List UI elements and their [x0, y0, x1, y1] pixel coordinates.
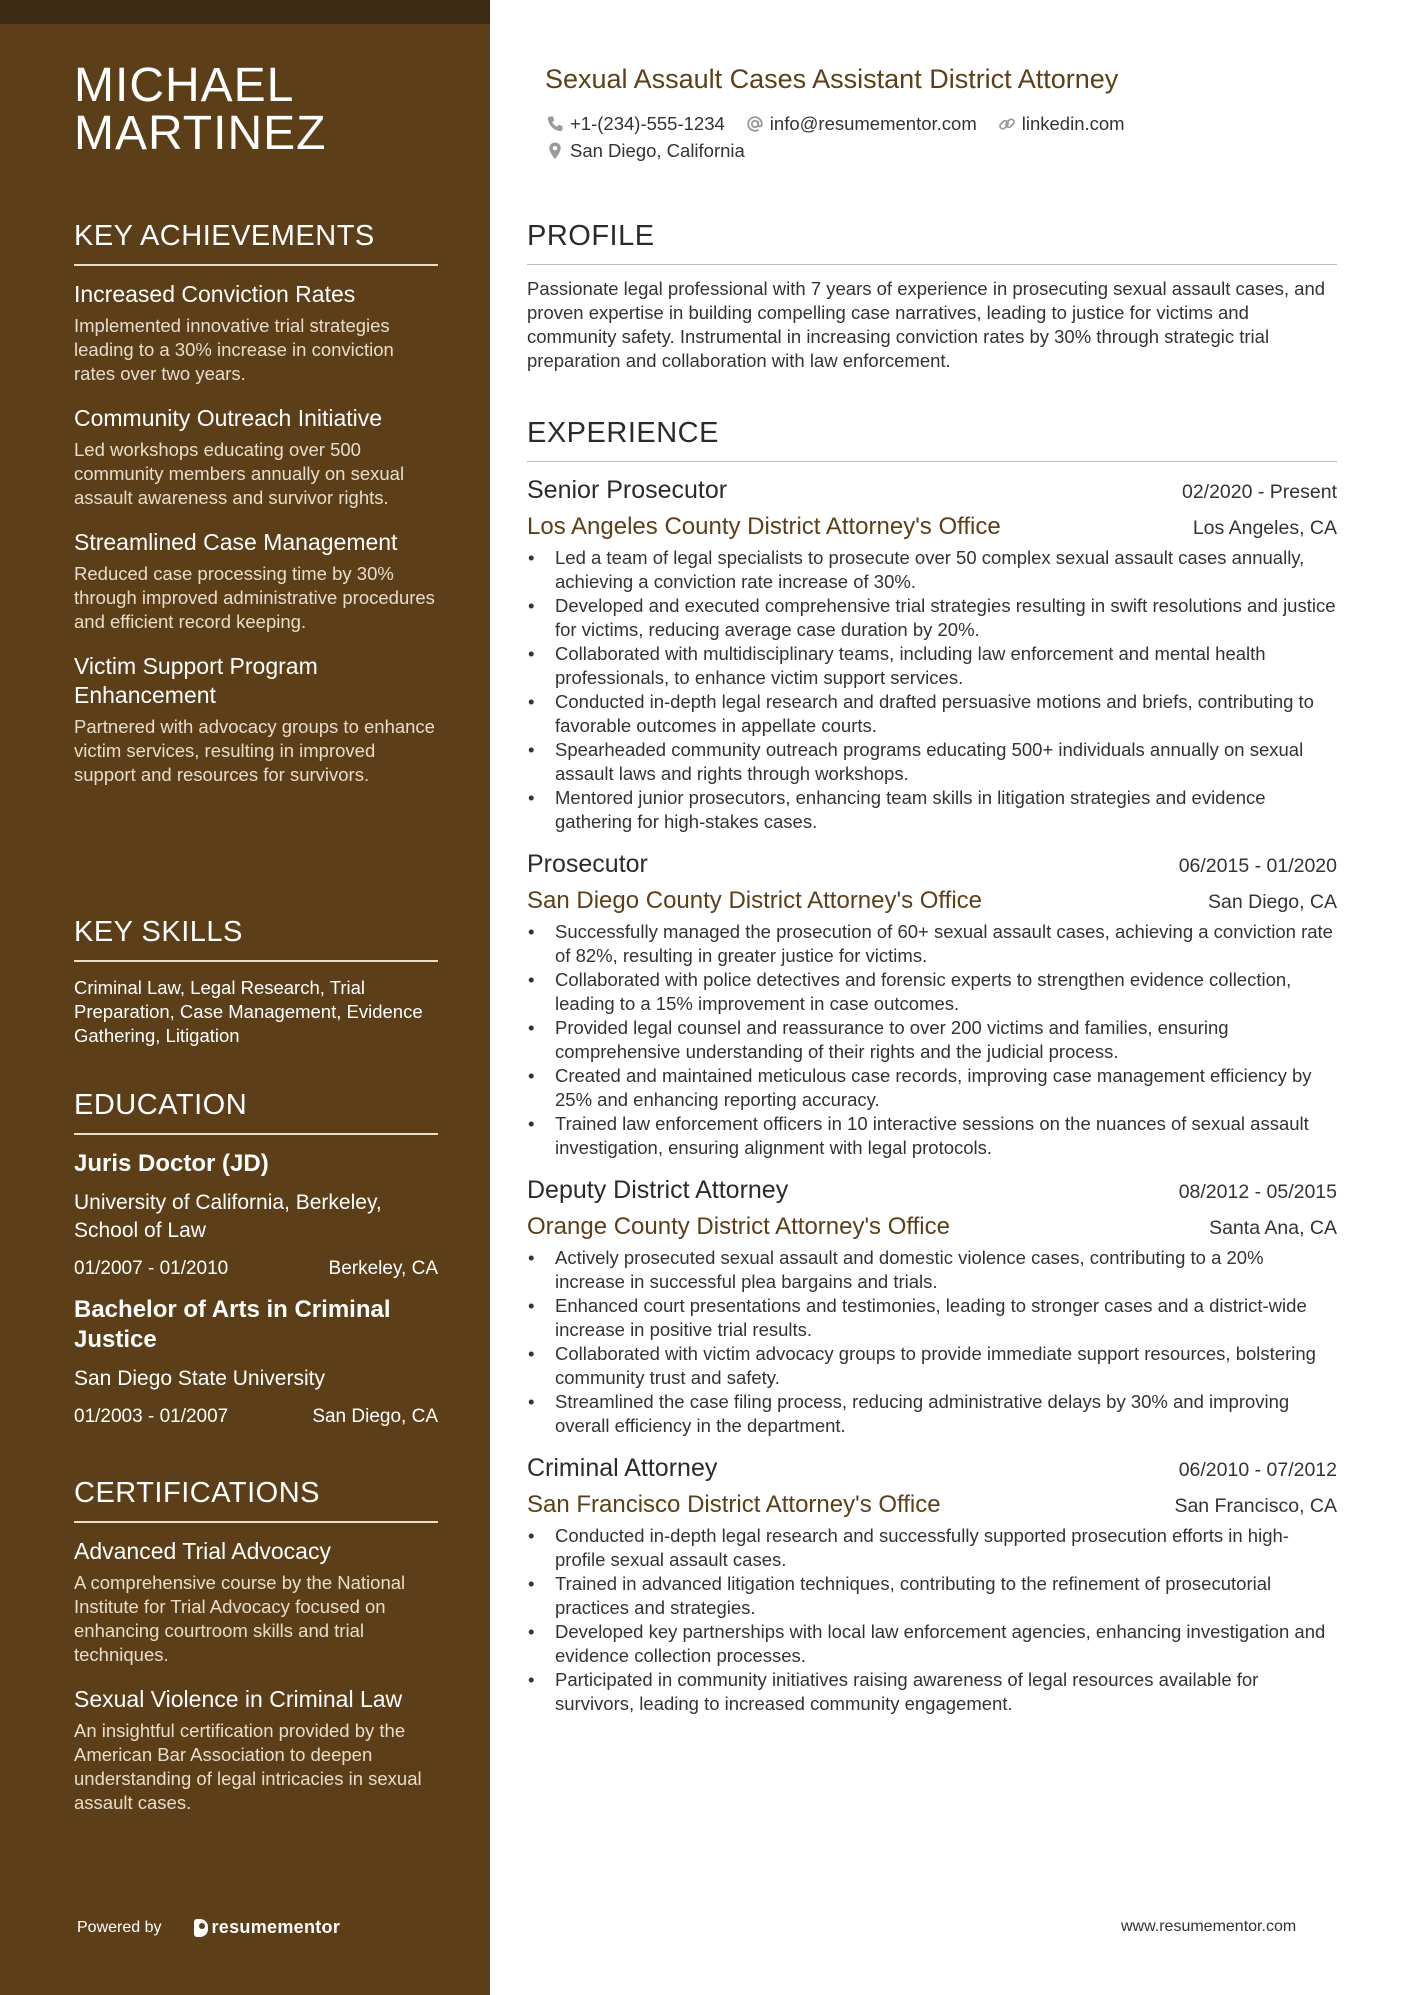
experience-heading: EXPERIENCE	[527, 415, 1337, 462]
job-bullet: • Trained law enforcement officers in 10 interactive sessions on the nuances of sexual assault investigation, ensuring alignment with legal protocols.	[527, 1112, 1337, 1160]
job-bullets	[527, 546, 1337, 834]
profile-heading: PROFILE	[527, 218, 1337, 265]
job-bullet: • Successfully managed the prosecution of 60+ sexual assault cases, achieving a conviction rate of 82%, resulting in greater justice for victims.	[527, 920, 1337, 968]
job-location: San Diego, CA	[1208, 891, 1337, 913]
job-bullet: • Conducted in-depth legal research and drafted persuasive motions and briefs, contributing to favorable outcomes in appellate courts.	[527, 690, 1337, 738]
job-bullet: • Participated in community initiatives raising awareness of legal resources available for survivors, leading to increased community engagement.	[527, 1668, 1337, 1716]
job-bullet: • Actively prosecuted sexual assault and domestic violence cases, contributing to a 20% increase in successful plea bargains and trials.	[527, 1246, 1337, 1294]
job-bullet: • Collaborated with police detectives and forensic experts to strengthen evidence collection, leading to a 15% improvement in case outcomes.	[527, 968, 1337, 1016]
job-bullet: • Streamlined the case filing process, reducing administrative delays by 30% and improving overall efficiency in the department.	[527, 1390, 1337, 1438]
achievement-desc: Partnered with advocacy groups to enhance victim services, resulting in improved support and resources for survivors.	[74, 716, 435, 785]
job-role: Deputy District Attorney	[527, 1176, 789, 1204]
certification-desc: A comprehensive course by the National Institute for Trial Advocacy focused on enhancing courtroom skills and trial techniques.	[74, 1572, 406, 1665]
powered-by-label: Powered by	[77, 1918, 162, 1936]
education-degree: Bachelor of Arts in Criminal Justice	[74, 1296, 391, 1353]
achievement-title: Increased Conviction Rates	[74, 281, 356, 307]
job-header	[527, 1452, 1337, 1484]
website-text: linkedin.com	[1021, 113, 1125, 134]
education-heading: EDUCATION	[74, 1087, 438, 1135]
achievement-item	[74, 528, 438, 634]
contact-row	[545, 113, 1145, 135]
certification-desc: An insightful certification provided by the American Bar Association to deepen understanding of legal intricacies in sexual assault cases.	[74, 1720, 422, 1813]
job-subheader	[527, 1212, 1337, 1242]
job-role: Criminal Attorney	[527, 1454, 718, 1482]
certifications-section	[74, 1475, 438, 1815]
job-subheader	[527, 1490, 1337, 1520]
job-bullet: • Trained in advanced litigation techniques, contributing to the refinement of prosecutorial practices and strategies.	[527, 1572, 1337, 1620]
education-location: Berkeley, CA	[328, 1258, 438, 1279]
education-school: University of California, Berkeley, School of Law	[74, 1191, 382, 1242]
skills-heading: KEY SKILLS	[74, 914, 438, 962]
job-header	[527, 1174, 1337, 1206]
job-bullet: • Conducted in-depth legal research and successfully supported prosecution efforts in high-profile sexual assault cases.	[527, 1524, 1337, 1572]
profile-section	[527, 218, 1337, 373]
location-pin-icon	[545, 141, 565, 161]
job-bullets	[527, 1246, 1337, 1438]
certification-item	[74, 1537, 438, 1667]
experience-section	[527, 415, 1337, 1716]
phone-text: +1-(234)-555-1234	[570, 113, 725, 134]
name-line-1: MICHAEL	[74, 59, 295, 112]
brand-logo[interactable]	[194, 1917, 341, 1938]
education-section	[74, 1087, 438, 1429]
job-dates: 08/2012 - 05/2015	[1178, 1181, 1337, 1203]
job-header	[527, 848, 1337, 880]
achievement-item	[74, 404, 438, 510]
achievements-heading: KEY ACHIEVEMENTS	[74, 218, 438, 266]
education-meta	[74, 1405, 438, 1429]
name-line-2: MARTINEZ	[74, 107, 327, 160]
job-bullet: • Enhanced court presentations and testimonies, leading to stronger cases and a district-wide increase in positive trial results.	[527, 1294, 1337, 1342]
footer-url[interactable]: www.resumementor.com	[1121, 1918, 1297, 1935]
education-dates: 01/2003 - 01/2007	[74, 1406, 229, 1427]
job-entry	[527, 1452, 1337, 1716]
job-bullets	[527, 920, 1337, 1160]
job-bullet: • Mentored junior prosecutors, enhancing team skills in litigation strategies and evidence gathering for high-stakes cases.	[527, 786, 1337, 834]
sidebar	[0, 0, 490, 1995]
profile-text: Passionate legal professional with 7 years of experience in prosecuting sexual assault cases, and proven expertise in building compelling case narratives, leading to justice for victims and community safety. Instrumental in increasing conviction rates by 30% through strategic trial preparation and collaboration with law enforcement.	[527, 278, 1326, 371]
skills-section	[74, 914, 438, 1048]
education-item	[74, 1295, 438, 1429]
job-entry	[527, 848, 1337, 1160]
certification-item	[74, 1685, 438, 1815]
contact-website[interactable]	[997, 113, 1125, 135]
achievement-title: Victim Support Program Enhancement	[74, 653, 318, 708]
contact-email[interactable]	[745, 113, 977, 135]
certifications-heading: CERTIFICATIONS	[74, 1475, 438, 1523]
job-bullets	[527, 1524, 1337, 1716]
job-bullet: • Developed key partnerships with local law enforcement agencies, enhancing investigation and evidence collection processes.	[527, 1620, 1337, 1668]
education-dates: 01/2007 - 01/2010	[74, 1258, 229, 1279]
achievement-item	[74, 652, 438, 787]
certification-title: Advanced Trial Advocacy	[74, 1538, 331, 1564]
achievement-item	[74, 280, 438, 386]
job-dates: 06/2010 - 07/2012	[1178, 1459, 1337, 1481]
achievements-section	[74, 218, 438, 787]
job-subheader	[527, 886, 1337, 916]
job-header	[527, 474, 1337, 506]
location-text: San Diego, California	[570, 140, 745, 161]
contact-location	[545, 140, 745, 162]
job-bullet: • Spearheaded community outreach programs educating 500+ individuals annually on sexual assault laws and rights through workshops.	[527, 738, 1337, 786]
job-bullet: • Collaborated with victim advocacy groups to provide immediate support resources, bolstering community trust and safety.	[527, 1342, 1337, 1390]
contact-phone[interactable]	[545, 113, 725, 135]
email-text: info@resumementor.com	[769, 113, 977, 134]
education-meta	[74, 1257, 438, 1281]
education-item	[74, 1149, 438, 1281]
job-bullet: • Created and maintained meticulous case records, improving case management efficiency by 25% and enhancing reporting accuracy.	[527, 1064, 1337, 1112]
education-degree: Juris Doctor (JD)	[74, 1150, 269, 1177]
job-entry	[527, 1174, 1337, 1438]
candidate-name	[74, 59, 474, 160]
achievement-title: Community Outreach Initiative	[74, 405, 383, 431]
job-location: Santa Ana, CA	[1209, 1217, 1337, 1239]
skills-list: Criminal Law, Legal Research, Trial Preparation, Case Management, Evidence Gathering, Litigation	[74, 977, 423, 1046]
job-entry	[527, 474, 1337, 834]
education-school: San Diego State University	[74, 1367, 325, 1390]
achievement-title: Streamlined Case Management	[74, 529, 398, 555]
job-subheader	[527, 512, 1337, 542]
brand-name: resumementor	[211, 1917, 341, 1937]
job-company: San Francisco District Attorney's Office	[527, 1491, 941, 1518]
job-company: Los Angeles County District Attorney's Office	[527, 513, 1001, 540]
job-role: Prosecutor	[527, 850, 648, 878]
contact-row-2	[545, 140, 765, 162]
achievement-desc: Implemented innovative trial strategies leading to a 30% increase in conviction rates over two years.	[74, 315, 394, 384]
job-dates: 02/2020 - Present	[1181, 481, 1337, 503]
education-location: San Diego, CA	[312, 1406, 438, 1427]
job-bullet: • Provided legal counsel and reassurance to over 200 victims and families, ensuring comprehensive understanding of their rights and the judicial process.	[527, 1016, 1337, 1064]
job-dates: 06/2015 - 01/2020	[1178, 855, 1337, 877]
powered-by	[77, 1917, 340, 1938]
job-location: San Francisco, CA	[1174, 1495, 1337, 1517]
phone-icon	[545, 114, 565, 134]
at-sign-icon	[745, 114, 765, 134]
brand-mark-icon	[194, 1919, 208, 1937]
job-company: Orange County District Attorney's Office	[527, 1213, 950, 1240]
link-icon	[997, 114, 1017, 134]
job-role: Senior Prosecutor	[527, 476, 728, 504]
job-title-header: Sexual Assault Cases Assistant District Attorney	[545, 64, 1119, 94]
achievement-desc: Reduced case processing time by 30% through improved administrative procedures and efficient record keeping.	[74, 563, 435, 632]
sidebar-top-bar	[0, 0, 490, 24]
job-bullet: • Developed and executed comprehensive trial strategies resulting in swift resolutions and justice for victims, reducing average case duration by 20%.	[527, 594, 1337, 642]
job-bullet: • Led a team of legal specialists to prosecute over 50 complex sexual assault cases annually, achieving a conviction rate increase of 30%.	[527, 546, 1337, 594]
job-location: Los Angeles, CA	[1192, 517, 1337, 539]
certification-title: Sexual Violence in Criminal Law	[74, 1686, 403, 1712]
job-bullet: • Collaborated with multidisciplinary teams, including law enforcement and mental health professionals, to enhance victim support services.	[527, 642, 1337, 690]
job-company: San Diego County District Attorney's Office	[527, 887, 983, 914]
achievement-desc: Led workshops educating over 500 community members annually on sexual assault awareness and survivor rights.	[74, 439, 405, 508]
